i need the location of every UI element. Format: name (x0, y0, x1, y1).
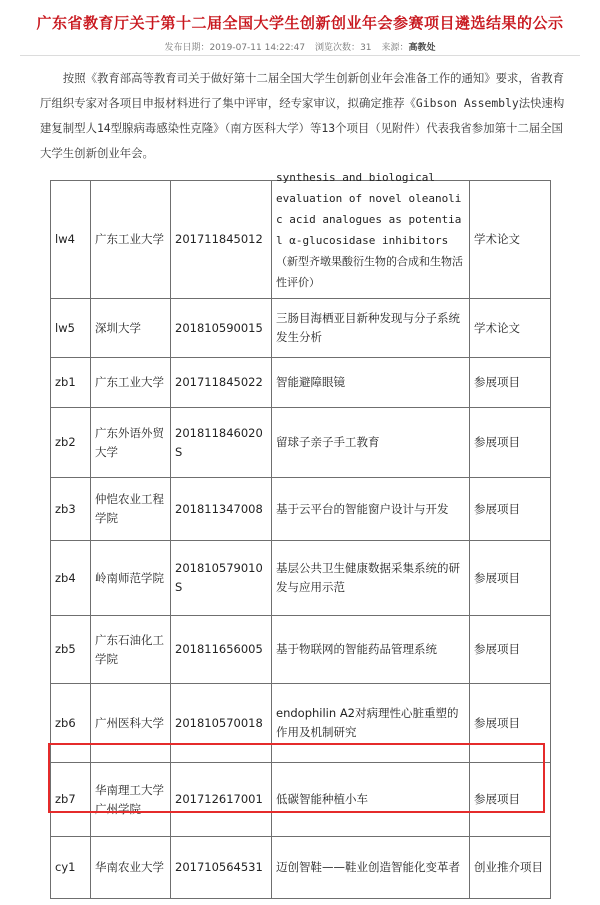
page-title: 广东省教育厅关于第十二届全国大学生创新创业年会参赛项目遴选结果的公示 (36, 14, 564, 32)
project-type: 参展项目 (470, 684, 551, 763)
project-title: 基于物联网的智能药品管理系统 (272, 616, 470, 684)
publisher-label: 来源： (381, 43, 409, 53)
project-title: 智能避障眼镜 (272, 358, 470, 408)
project-type: 参展项目 (470, 358, 551, 408)
project-table-container (50, 171, 550, 900)
project-id: lw4 (51, 181, 91, 299)
school-name: 深圳大学 (91, 299, 171, 358)
project-title: 基于云平台的智能窗户设计与开发 (272, 478, 470, 541)
table-row (51, 408, 551, 478)
project-title: 基层公共卫生健康数据采集系统的研发与应用示范 (272, 541, 470, 616)
intro-paragraph: 按照《教育部高等教育司关于做好第十二届全国大学生创新创业年会准备工作的通知》要求，省教育厅组织专家对各项目申报材料进行了集中评审，经专家审议，拟确定推荐《Gibson Assembly法快速构建复制型人14型腺病毒感染性克隆》（南方医科大学）等13个项目（见附件）代表我省参加第十二届全国大学生创新创业年会。 (40, 71, 565, 160)
table-row (51, 616, 551, 684)
project-code: 201710564531 (171, 837, 272, 899)
school-name: 广州医科大学 (91, 684, 171, 763)
project-id: zb7 (51, 763, 91, 837)
project-type: 参展项目 (470, 408, 551, 478)
project-title: 留球子亲子手工教育 (272, 408, 470, 478)
school-name: 仲恺农业工程学院 (91, 478, 171, 541)
project-code: 201810579010S (171, 541, 272, 616)
project-title (272, 171, 470, 299)
project-title: 低碳智能种植小车 (272, 763, 470, 837)
school-name: 广东石油化工学院 (91, 616, 171, 684)
title-divider (20, 55, 580, 56)
project-title: 三肠目海栖亚目新种发现与分子系统发生分析 (272, 299, 470, 358)
project-type: 学术论文 (470, 299, 551, 358)
project-id: zb1 (51, 358, 91, 408)
project-id: zb3 (51, 478, 91, 541)
views-value: 31 (360, 43, 372, 53)
date-value: 2019-07-11 14:22:47 (209, 43, 306, 53)
project-code: 201811347008 (171, 478, 272, 541)
project-code: 201711845012 (171, 181, 272, 299)
project-code: 201810570018 (171, 684, 272, 763)
school-name: 岭南师范学院 (91, 541, 171, 616)
project-id: zb6 (51, 684, 91, 763)
table-row (51, 181, 551, 299)
project-code: 201712617001 (171, 763, 272, 837)
project-id: zb5 (51, 616, 91, 684)
table-row (51, 684, 551, 763)
project-code: 201811656005 (171, 616, 272, 684)
publisher-value: 高教处 (408, 43, 436, 53)
project-title: 迈创智鞋——鞋业创造智能化变革者 (272, 837, 470, 899)
project-type: 参展项目 (470, 616, 551, 684)
table-row (51, 299, 551, 358)
school-name: 广东工业大学 (91, 358, 171, 408)
school-name: 华南理工大学广州学院 (91, 763, 171, 837)
project-id: lw5 (51, 299, 91, 358)
views-label: 浏览次数： (315, 43, 361, 53)
project-code: 201810590015 (171, 299, 272, 358)
project-code: 201811846020S (171, 408, 272, 478)
project-title-cut-line: synthesis and biological (276, 171, 435, 184)
project-id: zb2 (51, 408, 91, 478)
project-type: 创业推介项目 (470, 837, 551, 899)
school-name: 广东工业大学 (91, 181, 171, 299)
project-type: 学术论文 (470, 181, 551, 299)
project-table (50, 171, 551, 899)
table-row (51, 837, 551, 899)
table-row (51, 541, 551, 616)
project-type: 参展项目 (470, 763, 551, 837)
project-id: cy1 (51, 837, 91, 899)
project-title-main: evaluation of novel oleanolic acid analogues as potential α-glucosidase inhibitors（新型齐墩果酸衍生物的合成和生物活性评价） (276, 192, 463, 289)
table-row (51, 478, 551, 541)
school-name: 华南农业大学 (91, 837, 171, 899)
project-id: zb4 (51, 541, 91, 616)
table-row (51, 358, 551, 408)
project-type: 参展项目 (470, 478, 551, 541)
article-meta (0, 40, 600, 53)
project-title: endophilin A2对病理性心脏重塑的作用及机制研究 (272, 684, 470, 763)
project-type: 参展项目 (470, 541, 551, 616)
date-label: 发布日期： (164, 43, 210, 53)
table-row-highlighted (51, 763, 551, 837)
school-name: 广东外语外贸大学 (91, 408, 171, 478)
project-code: 201711845022 (171, 358, 272, 408)
